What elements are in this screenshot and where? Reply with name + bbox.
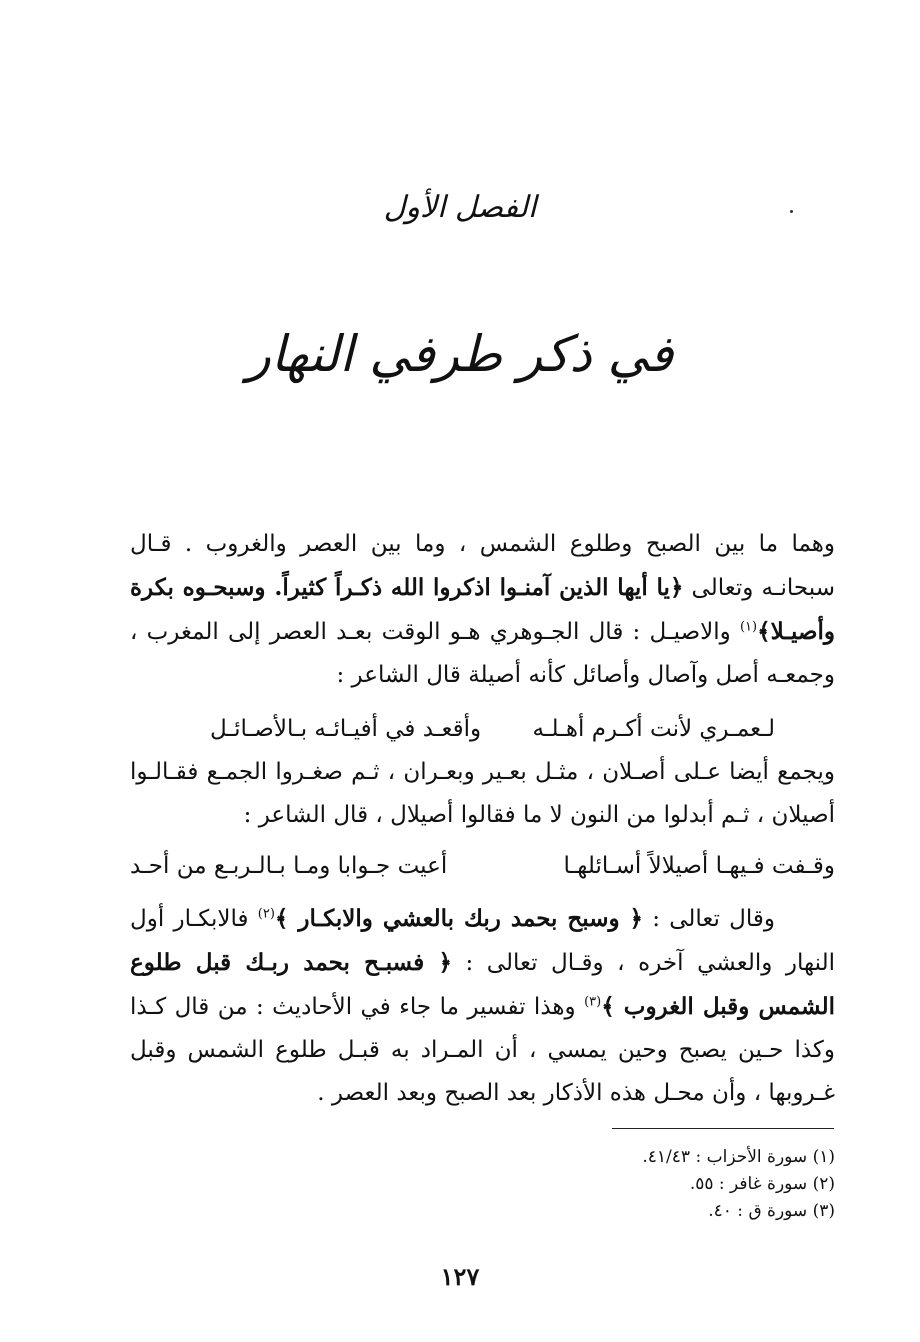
paragraph-1: [130, 523, 835, 697]
paragraph-3-text-a: وقال تعالى :: [643, 906, 775, 932]
verse-1-first-hemistich: لـعمـري لأنت أكـرم أهـلـه: [532, 716, 775, 742]
verse-2-second-hemistich: أعيت جـوابا ومـا بـالـربـع من أحـد: [130, 853, 448, 879]
footnotes: [500, 1144, 835, 1225]
poem-verse-1: [130, 708, 835, 751]
quran-quote-2: ﴿ وسبح بحمد ربك بالعشي والابكـار ﴾: [274, 905, 643, 932]
verse-1-second-hemistich: وأقعـد في أفيـائـه بـالأصـائـل: [210, 716, 482, 742]
paragraph-2: ويجمع أيضا عـلى أصـلان ، مثـل بعـير وبعـران ، ثـم صغـروا الجمـع فقـالـوا أصيلان ، ثـم أبدلوا من النون لا ما فقالوا أصيلال ، قال الشاعر :: [130, 759, 835, 828]
chapter-title: في ذكر طرفي النهار: [246, 325, 674, 383]
chapter-label: الفصل الأول: [383, 190, 537, 225]
paragraph-3-text-b: فالابكـار أول النهار والعشي آخره ، وقـال تعالى :: [130, 906, 835, 976]
poem-verse-2: [130, 845, 835, 888]
footnote-ref-1: (١): [739, 619, 758, 635]
footnote-2: (٢) سورة غافر : ٥٥.: [689, 1174, 835, 1194]
footnote-3: (٣) سورة ق : ٤٠.: [708, 1201, 835, 1221]
footnote-ref-3: (٣): [584, 994, 602, 1010]
paragraph-3-text-c: وهذا تفسير ما جاء في الأحاديث : من قال كـذا وكذا حـين يصبح وحين يمسي ، أن المـراد به قبـل طلوع الشمس وقبل غـروبها ، وأن محـل هذه الأذكار بعد الصبح وبعد العصر .: [130, 994, 835, 1106]
footnote-divider: [612, 1128, 834, 1129]
quran-quote-1: ﴿يا أيها الذين آمنـوا اذكروا الله ذكـراً كثيراً. وسبحـوه بكرة وأصيـلا﴾: [130, 574, 835, 645]
quran-quote-3: ﴿ فسبـح بحمد ربـك قبل طلوع الشمس وقبل الغروب ﴾: [130, 949, 835, 1020]
paragraph-3: [130, 897, 835, 1115]
page-number: ١٢٧: [440, 1262, 480, 1291]
paragraph-1-text-a: وهما ما بين الصبح وطلوع الشمس ، وما بين العصر والغروب . قـال سبحانـه وتعالى: [130, 531, 835, 601]
paragraph-1-text-b: والاصيـل : قال الجـوهري هـو الوقت بعـد العصر إلى المغرب ، وجمعـه أصل وآصال وأصائل كأنه أصيلة قال الشاعر :: [130, 619, 835, 688]
footnote-ref-2: (٢): [257, 906, 275, 922]
footnote-1: (١) سورة الأحزاب : ٤١/٤٣.: [642, 1147, 835, 1167]
verse-2-first-hemistich: وقـفت فـيهـا أصيلالاً أسـائلهـا: [563, 853, 835, 879]
